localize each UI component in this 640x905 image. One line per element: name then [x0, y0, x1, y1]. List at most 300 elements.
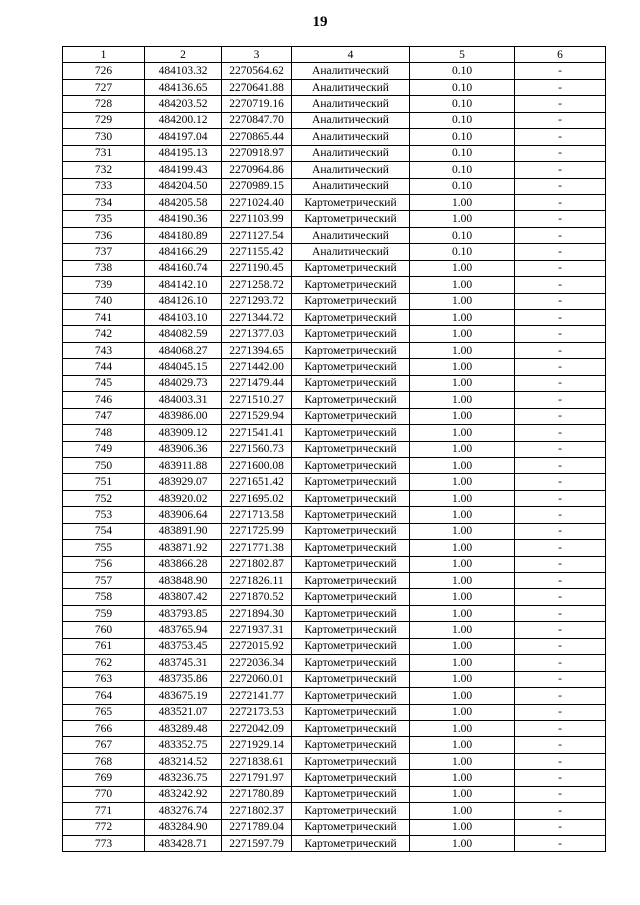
note-cell: -: [515, 277, 606, 293]
note-cell: -: [515, 490, 606, 506]
point-number-cell: 735: [63, 211, 145, 227]
point-number-cell: 745: [63, 375, 145, 391]
method-cell: Картометрический: [292, 441, 410, 457]
column-header: 6: [515, 47, 606, 63]
y-coordinate-cell: 2271103.99: [222, 211, 292, 227]
point-number-cell: 752: [63, 490, 145, 506]
point-number-cell: 772: [63, 819, 145, 835]
y-coordinate-cell: 2271838.61: [222, 753, 292, 769]
x-coordinate-cell: 483745.31: [145, 655, 222, 671]
point-number-cell: 770: [63, 786, 145, 802]
x-coordinate-cell: 483428.71: [145, 836, 222, 852]
point-number-cell: 754: [63, 523, 145, 539]
table-row: [63, 244, 606, 260]
y-coordinate-cell: 2271190.45: [222, 260, 292, 276]
point-number-cell: 730: [63, 129, 145, 145]
point-number-cell: 740: [63, 293, 145, 309]
y-coordinate-cell: 2271510.27: [222, 392, 292, 408]
point-number-cell: 739: [63, 277, 145, 293]
accuracy-cell: 1.00: [410, 803, 515, 819]
method-cell: Аналитический: [292, 162, 410, 178]
point-number-cell: 760: [63, 622, 145, 638]
x-coordinate-cell: 483236.75: [145, 770, 222, 786]
table-row: [63, 605, 606, 621]
table-row: [63, 819, 606, 835]
x-coordinate-cell: 484103.10: [145, 310, 222, 326]
x-coordinate-cell: 483735.86: [145, 671, 222, 687]
method-cell: Картометрический: [292, 786, 410, 802]
table-row: [63, 392, 606, 408]
method-cell: Картометрический: [292, 753, 410, 769]
y-coordinate-cell: 2271442.00: [222, 359, 292, 375]
point-number-cell: 748: [63, 425, 145, 441]
table-row: [63, 129, 606, 145]
accuracy-cell: 1.00: [410, 474, 515, 490]
x-coordinate-cell: 484045.15: [145, 359, 222, 375]
note-cell: -: [515, 342, 606, 358]
note-cell: -: [515, 573, 606, 589]
note-cell: -: [515, 540, 606, 556]
accuracy-cell: 1.00: [410, 293, 515, 309]
note-cell: -: [515, 704, 606, 720]
method-cell: Аналитический: [292, 96, 410, 112]
accuracy-cell: 1.00: [410, 655, 515, 671]
x-coordinate-cell: 484003.31: [145, 392, 222, 408]
y-coordinate-cell: 2270918.97: [222, 145, 292, 161]
point-number-cell: 759: [63, 605, 145, 621]
y-coordinate-cell: 2271344.72: [222, 310, 292, 326]
table-body: [63, 63, 606, 852]
point-number-cell: 746: [63, 392, 145, 408]
table-row: [63, 408, 606, 424]
y-coordinate-cell: 2271529.94: [222, 408, 292, 424]
table-row: [63, 112, 606, 128]
y-coordinate-cell: 2271258.72: [222, 277, 292, 293]
accuracy-cell: 1.00: [410, 359, 515, 375]
column-header: 4: [292, 47, 410, 63]
column-header: 1: [63, 47, 145, 63]
y-coordinate-cell: 2271791.97: [222, 770, 292, 786]
method-cell: Аналитический: [292, 244, 410, 260]
accuracy-cell: 0.10: [410, 129, 515, 145]
point-number-cell: 763: [63, 671, 145, 687]
note-cell: -: [515, 474, 606, 490]
table-row: [63, 227, 606, 243]
table-row: [63, 145, 606, 161]
point-number-cell: 747: [63, 408, 145, 424]
note-cell: -: [515, 671, 606, 687]
point-number-cell: 757: [63, 573, 145, 589]
y-coordinate-cell: 2271789.04: [222, 819, 292, 835]
y-coordinate-cell: 2271826.11: [222, 573, 292, 589]
method-cell: Картометрический: [292, 211, 410, 227]
accuracy-cell: 1.00: [410, 753, 515, 769]
y-coordinate-cell: 2271870.52: [222, 589, 292, 605]
table-row: [63, 803, 606, 819]
x-coordinate-cell: 483765.94: [145, 622, 222, 638]
table-row: [63, 556, 606, 572]
table-row: [63, 441, 606, 457]
note-cell: -: [515, 786, 606, 802]
method-cell: Аналитический: [292, 129, 410, 145]
point-number-cell: 761: [63, 638, 145, 654]
point-number-cell: 731: [63, 145, 145, 161]
table-row: [63, 375, 606, 391]
x-coordinate-cell: 483986.00: [145, 408, 222, 424]
x-coordinate-cell: 483891.90: [145, 523, 222, 539]
x-coordinate-cell: 484200.12: [145, 112, 222, 128]
x-coordinate-cell: 483909.12: [145, 425, 222, 441]
x-coordinate-cell: 484136.65: [145, 79, 222, 95]
accuracy-cell: 0.10: [410, 112, 515, 128]
point-number-cell: 758: [63, 589, 145, 605]
accuracy-cell: 1.00: [410, 720, 515, 736]
accuracy-cell: 0.10: [410, 178, 515, 194]
x-coordinate-cell: 484190.36: [145, 211, 222, 227]
accuracy-cell: 0.10: [410, 227, 515, 243]
y-coordinate-cell: 2271725.99: [222, 523, 292, 539]
point-number-cell: 742: [63, 326, 145, 342]
x-coordinate-cell: 483276.74: [145, 803, 222, 819]
point-number-cell: 764: [63, 688, 145, 704]
y-coordinate-cell: 2270847.70: [222, 112, 292, 128]
accuracy-cell: 1.00: [410, 573, 515, 589]
accuracy-cell: 0.10: [410, 145, 515, 161]
accuracy-cell: 0.10: [410, 244, 515, 260]
note-cell: -: [515, 457, 606, 473]
y-coordinate-cell: 2270964.86: [222, 162, 292, 178]
note-cell: -: [515, 605, 606, 621]
accuracy-cell: 1.00: [410, 194, 515, 210]
y-coordinate-cell: 2271127.54: [222, 227, 292, 243]
table-row: [63, 589, 606, 605]
point-number-cell: 736: [63, 227, 145, 243]
x-coordinate-cell: 484180.89: [145, 227, 222, 243]
table-row: [63, 310, 606, 326]
method-cell: Картометрический: [292, 655, 410, 671]
accuracy-cell: 1.00: [410, 523, 515, 539]
note-cell: -: [515, 178, 606, 194]
column-header: 2: [145, 47, 222, 63]
table-row: [63, 277, 606, 293]
point-number-cell: 738: [63, 260, 145, 276]
x-coordinate-cell: 484195.13: [145, 145, 222, 161]
note-cell: -: [515, 392, 606, 408]
method-cell: Картометрический: [292, 490, 410, 506]
y-coordinate-cell: 2270989.15: [222, 178, 292, 194]
method-cell: Аналитический: [292, 178, 410, 194]
note-cell: -: [515, 556, 606, 572]
table-row: [63, 474, 606, 490]
accuracy-cell: 1.00: [410, 671, 515, 687]
y-coordinate-cell: 2271713.58: [222, 507, 292, 523]
accuracy-cell: 1.00: [410, 457, 515, 473]
accuracy-cell: 1.00: [410, 425, 515, 441]
point-number-cell: 751: [63, 474, 145, 490]
point-number-cell: 726: [63, 63, 145, 79]
method-cell: Картометрический: [292, 425, 410, 441]
table-row: [63, 622, 606, 638]
accuracy-cell: 1.00: [410, 211, 515, 227]
table-row: [63, 540, 606, 556]
note-cell: -: [515, 359, 606, 375]
note-cell: -: [515, 819, 606, 835]
x-coordinate-cell: 484068.27: [145, 342, 222, 358]
y-coordinate-cell: 2271695.02: [222, 490, 292, 506]
method-cell: Картометрический: [292, 704, 410, 720]
table-row: [63, 293, 606, 309]
x-coordinate-cell: 484197.04: [145, 129, 222, 145]
table-row: [63, 342, 606, 358]
method-cell: Аналитический: [292, 227, 410, 243]
accuracy-cell: 1.00: [410, 836, 515, 852]
x-coordinate-cell: 483214.52: [145, 753, 222, 769]
note-cell: -: [515, 737, 606, 753]
point-number-cell: 743: [63, 342, 145, 358]
point-number-cell: 766: [63, 720, 145, 736]
x-coordinate-cell: 483807.42: [145, 589, 222, 605]
table-row: [63, 671, 606, 687]
table-row: [63, 655, 606, 671]
table-row: [63, 96, 606, 112]
note-cell: -: [515, 211, 606, 227]
y-coordinate-cell: 2270641.88: [222, 79, 292, 95]
x-coordinate-cell: 483753.45: [145, 638, 222, 654]
x-coordinate-cell: 483284.90: [145, 819, 222, 835]
method-cell: Картометрический: [292, 770, 410, 786]
note-cell: -: [515, 803, 606, 819]
method-cell: Картометрический: [292, 326, 410, 342]
method-cell: Картометрический: [292, 375, 410, 391]
x-coordinate-cell: 484166.29: [145, 244, 222, 260]
y-coordinate-cell: 2272036.34: [222, 655, 292, 671]
y-coordinate-cell: 2271155.42: [222, 244, 292, 260]
method-cell: Картометрический: [292, 737, 410, 753]
y-coordinate-cell: 2271560.73: [222, 441, 292, 457]
y-coordinate-cell: 2271929.14: [222, 737, 292, 753]
x-coordinate-cell: 484203.52: [145, 96, 222, 112]
column-header: 3: [222, 47, 292, 63]
method-cell: Картометрический: [292, 474, 410, 490]
note-cell: -: [515, 770, 606, 786]
accuracy-cell: 0.10: [410, 96, 515, 112]
x-coordinate-cell: 483871.92: [145, 540, 222, 556]
x-coordinate-cell: 483352.75: [145, 737, 222, 753]
y-coordinate-cell: 2270719.16: [222, 96, 292, 112]
y-coordinate-cell: 2271780.89: [222, 786, 292, 802]
table-row: [63, 573, 606, 589]
method-cell: Картометрический: [292, 194, 410, 210]
point-number-cell: 755: [63, 540, 145, 556]
table-row: [63, 211, 606, 227]
y-coordinate-cell: 2271802.37: [222, 803, 292, 819]
method-cell: Картометрический: [292, 605, 410, 621]
method-cell: Аналитический: [292, 145, 410, 161]
point-number-cell: 753: [63, 507, 145, 523]
method-cell: Картометрический: [292, 293, 410, 309]
method-cell: Картометрический: [292, 688, 410, 704]
point-number-cell: 744: [63, 359, 145, 375]
method-cell: Картометрический: [292, 589, 410, 605]
note-cell: -: [515, 720, 606, 736]
method-cell: Картометрический: [292, 720, 410, 736]
x-coordinate-cell: 483906.36: [145, 441, 222, 457]
note-cell: -: [515, 310, 606, 326]
y-coordinate-cell: 2271394.65: [222, 342, 292, 358]
table-row: [63, 638, 606, 654]
y-coordinate-cell: 2272060.01: [222, 671, 292, 687]
x-coordinate-cell: 484103.32: [145, 63, 222, 79]
y-coordinate-cell: 2271771.38: [222, 540, 292, 556]
x-coordinate-cell: 484205.58: [145, 194, 222, 210]
y-coordinate-cell: 2271024.40: [222, 194, 292, 210]
point-number-cell: 771: [63, 803, 145, 819]
y-coordinate-cell: 2271541.41: [222, 425, 292, 441]
note-cell: -: [515, 244, 606, 260]
accuracy-cell: 1.00: [410, 688, 515, 704]
method-cell: Картометрический: [292, 392, 410, 408]
accuracy-cell: 1.00: [410, 605, 515, 621]
note-cell: -: [515, 622, 606, 638]
note-cell: -: [515, 523, 606, 539]
method-cell: Картометрический: [292, 507, 410, 523]
method-cell: Картометрический: [292, 310, 410, 326]
note-cell: -: [515, 260, 606, 276]
method-cell: Картометрический: [292, 622, 410, 638]
y-coordinate-cell: 2271600.08: [222, 457, 292, 473]
note-cell: -: [515, 227, 606, 243]
y-coordinate-cell: 2270564.62: [222, 63, 292, 79]
note-cell: -: [515, 408, 606, 424]
note-cell: -: [515, 194, 606, 210]
accuracy-cell: 1.00: [410, 786, 515, 802]
note-cell: -: [515, 129, 606, 145]
point-number-cell: 729: [63, 112, 145, 128]
point-number-cell: 769: [63, 770, 145, 786]
table-row: [63, 79, 606, 95]
y-coordinate-cell: 2270865.44: [222, 129, 292, 145]
note-cell: -: [515, 441, 606, 457]
point-number-cell: 727: [63, 79, 145, 95]
coordinates-table: [62, 46, 606, 852]
accuracy-cell: 1.00: [410, 704, 515, 720]
method-cell: Картометрический: [292, 342, 410, 358]
y-coordinate-cell: 2271937.31: [222, 622, 292, 638]
y-coordinate-cell: 2272141.77: [222, 688, 292, 704]
method-cell: Картометрический: [292, 359, 410, 375]
note-cell: -: [515, 425, 606, 441]
accuracy-cell: 1.00: [410, 310, 515, 326]
table-row: [63, 457, 606, 473]
point-number-cell: 733: [63, 178, 145, 194]
point-number-cell: 734: [63, 194, 145, 210]
table-header-row: [63, 47, 606, 63]
note-cell: -: [515, 162, 606, 178]
x-coordinate-cell: 484142.10: [145, 277, 222, 293]
note-cell: -: [515, 96, 606, 112]
method-cell: Картометрический: [292, 819, 410, 835]
point-number-cell: 767: [63, 737, 145, 753]
accuracy-cell: 1.00: [410, 441, 515, 457]
point-number-cell: 762: [63, 655, 145, 671]
method-cell: Картометрический: [292, 540, 410, 556]
method-cell: Картометрический: [292, 277, 410, 293]
accuracy-cell: 1.00: [410, 490, 515, 506]
accuracy-cell: 1.00: [410, 408, 515, 424]
accuracy-cell: 1.00: [410, 540, 515, 556]
y-coordinate-cell: 2271479.44: [222, 375, 292, 391]
point-number-cell: 732: [63, 162, 145, 178]
method-cell: Аналитический: [292, 79, 410, 95]
accuracy-cell: 1.00: [410, 589, 515, 605]
note-cell: -: [515, 145, 606, 161]
method-cell: Аналитический: [292, 112, 410, 128]
y-coordinate-cell: 2272042.09: [222, 720, 292, 736]
accuracy-cell: 1.00: [410, 507, 515, 523]
note-cell: -: [515, 589, 606, 605]
note-cell: -: [515, 293, 606, 309]
accuracy-cell: 1.00: [410, 622, 515, 638]
y-coordinate-cell: 2272015.92: [222, 638, 292, 654]
accuracy-cell: 1.00: [410, 326, 515, 342]
accuracy-cell: 1.00: [410, 770, 515, 786]
y-coordinate-cell: 2271377.03: [222, 326, 292, 342]
method-cell: Картометрический: [292, 260, 410, 276]
table-row: [63, 523, 606, 539]
page-number: 19: [312, 14, 328, 30]
x-coordinate-cell: 484204.50: [145, 178, 222, 194]
point-number-cell: 773: [63, 836, 145, 852]
table-row: [63, 178, 606, 194]
y-coordinate-cell: 2271651.42: [222, 474, 292, 490]
table-row: [63, 507, 606, 523]
y-coordinate-cell: 2271894.30: [222, 605, 292, 621]
y-coordinate-cell: 2271293.72: [222, 293, 292, 309]
x-coordinate-cell: 484126.10: [145, 293, 222, 309]
note-cell: -: [515, 638, 606, 654]
note-cell: -: [515, 753, 606, 769]
method-cell: Картометрический: [292, 836, 410, 852]
x-coordinate-cell: 483866.28: [145, 556, 222, 572]
point-number-cell: 750: [63, 457, 145, 473]
accuracy-cell: 0.10: [410, 63, 515, 79]
table-row: [63, 770, 606, 786]
point-number-cell: 756: [63, 556, 145, 572]
accuracy-cell: 0.10: [410, 79, 515, 95]
table-row: [63, 490, 606, 506]
method-cell: Картометрический: [292, 573, 410, 589]
accuracy-cell: 1.00: [410, 342, 515, 358]
x-coordinate-cell: 483289.48: [145, 720, 222, 736]
table-row: [63, 688, 606, 704]
method-cell: Картометрический: [292, 523, 410, 539]
x-coordinate-cell: 483793.85: [145, 605, 222, 621]
table-row: [63, 359, 606, 375]
note-cell: -: [515, 688, 606, 704]
table-row: [63, 162, 606, 178]
table-row: [63, 720, 606, 736]
table-row: [63, 753, 606, 769]
x-coordinate-cell: 484160.74: [145, 260, 222, 276]
x-coordinate-cell: 484082.59: [145, 326, 222, 342]
note-cell: -: [515, 655, 606, 671]
y-coordinate-cell: 2271597.79: [222, 836, 292, 852]
method-cell: Картометрический: [292, 408, 410, 424]
table-row: [63, 786, 606, 802]
accuracy-cell: 0.10: [410, 162, 515, 178]
method-cell: Картометрический: [292, 457, 410, 473]
x-coordinate-cell: 483242.92: [145, 786, 222, 802]
